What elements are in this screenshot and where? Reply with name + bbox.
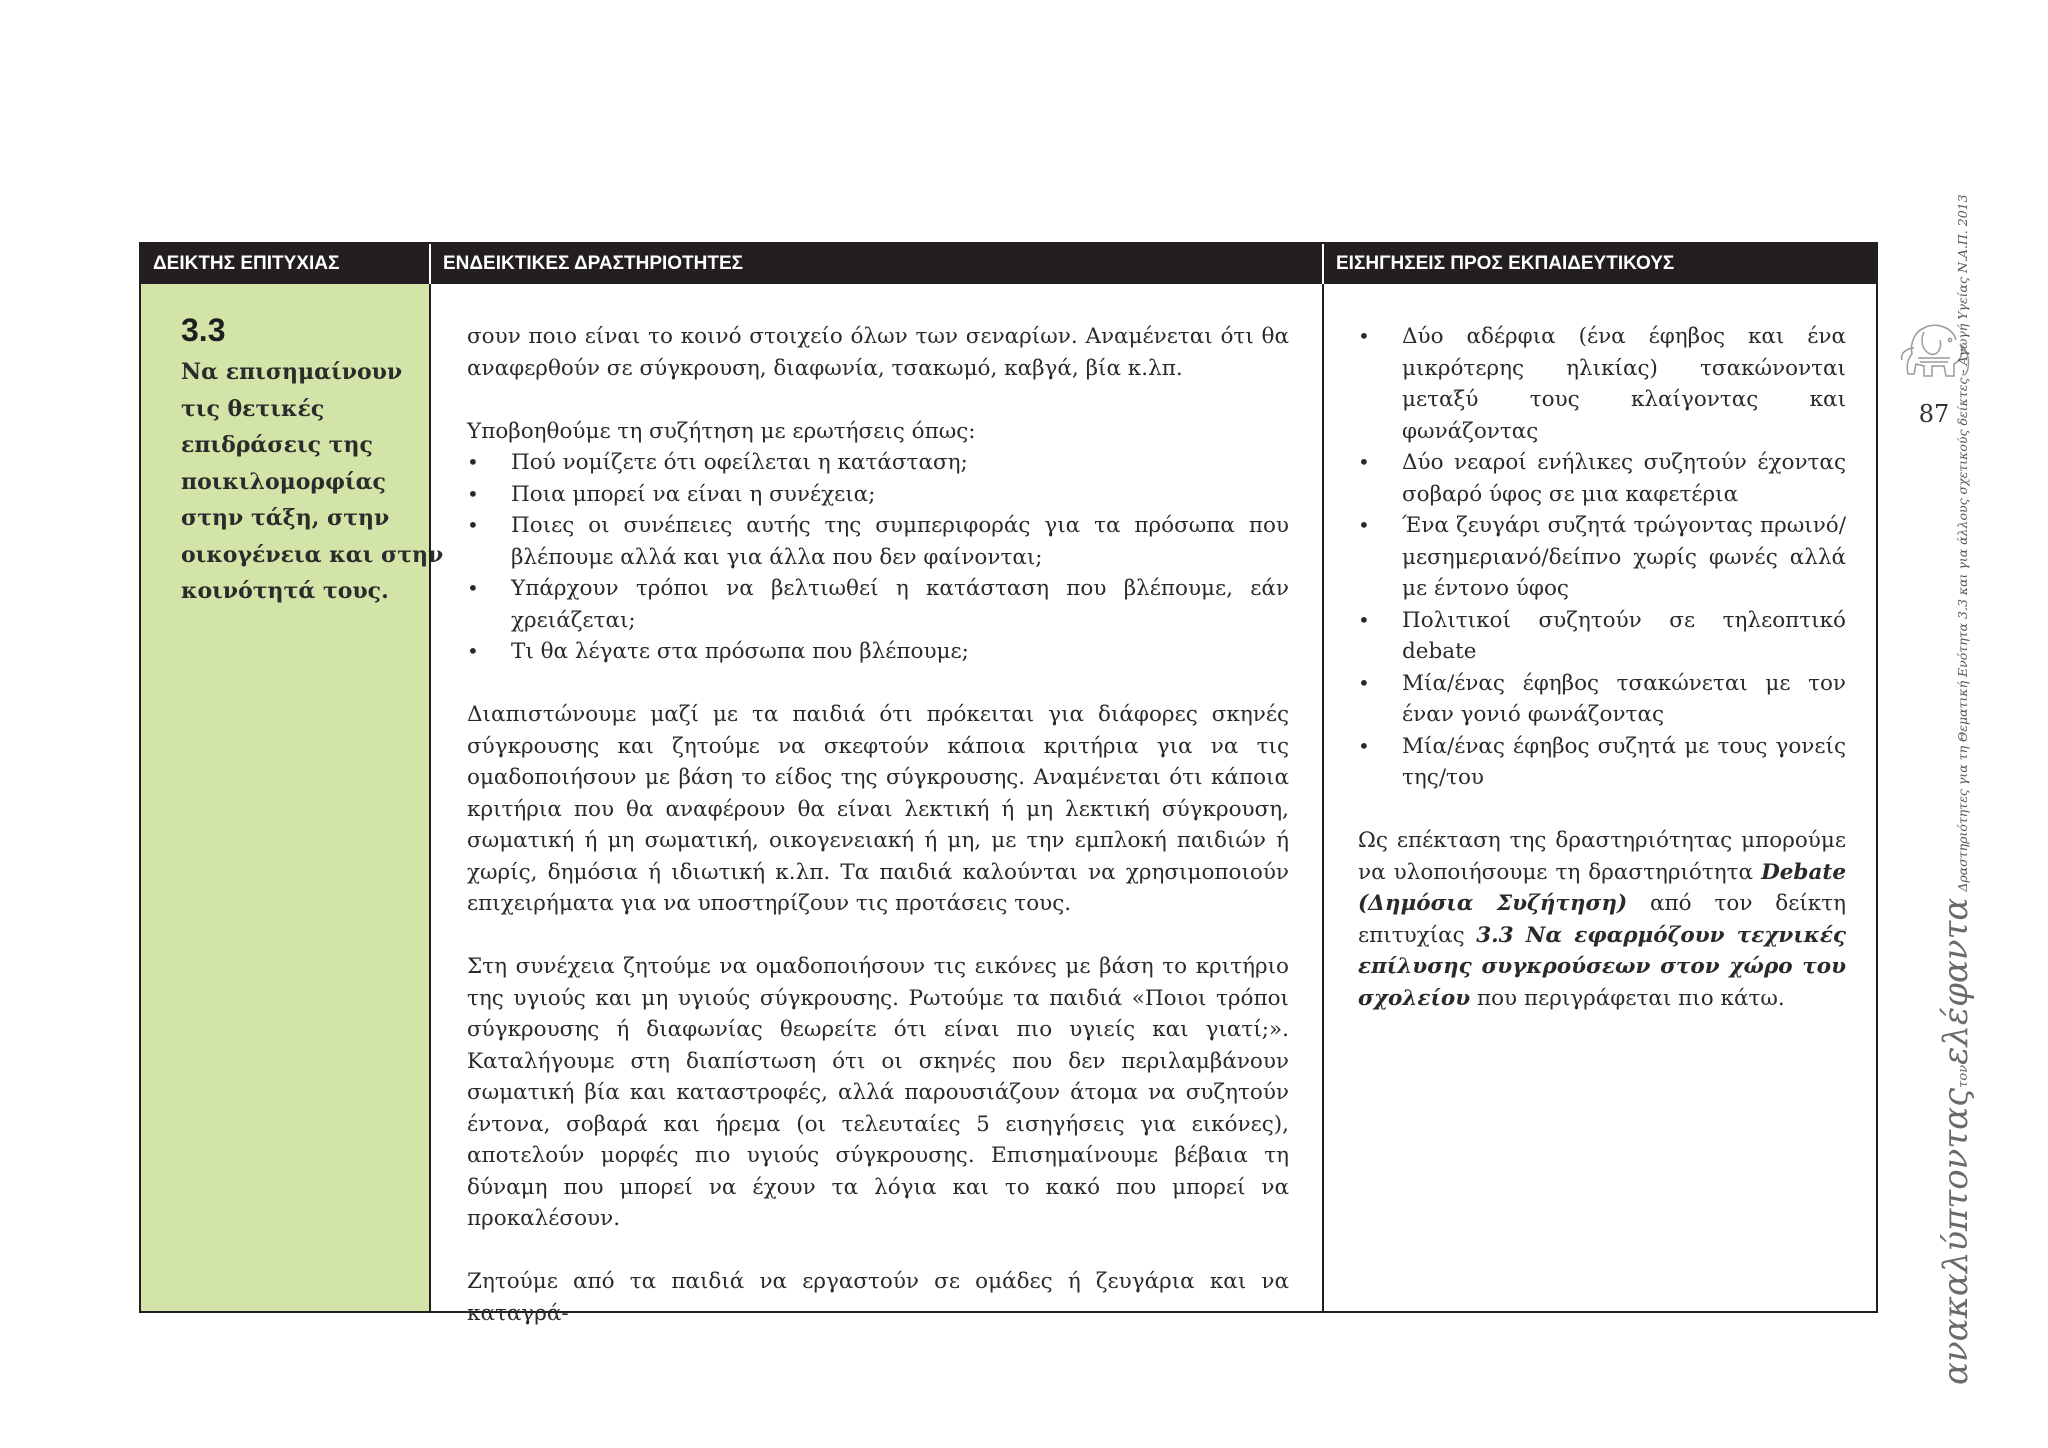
header-suggestions: ΕΙΣΗΓΗΣΕΙΣ ΠΡΟΣ ΕΚΠΑΙΔΕΥΤΙΚΟΥΣ <box>1322 244 1878 284</box>
list-item: • Πού νομίζετε ότι οφείλεται η κατάσταση; <box>467 447 1289 479</box>
series-branding <box>1936 194 1976 1385</box>
list-item: • Δύο νεαροί ενήλικες συζητούν έχοντας σοβαρό ύφος σε μια καφετέρια <box>1358 447 1846 510</box>
list-item: • Μία/ένας έφηβος συζητά με τους γονείς της/του <box>1358 731 1846 794</box>
indicator-column <box>141 284 444 1311</box>
curriculum-table <box>139 242 1878 1326</box>
indicator-line: οικογένεια και στην <box>181 541 444 568</box>
page-sidebar <box>1890 194 2010 1410</box>
extension-activity-title: Debate (Δημόσια Συζήτηση) <box>1358 859 1846 916</box>
indicator-line: επιδράσεις της <box>181 432 373 458</box>
indicator-text <box>181 354 444 610</box>
indicator-line: κοινότητά τους. <box>181 578 389 604</box>
suggestions-body <box>1358 321 1846 1014</box>
header-activities: ΕΝΔΕΙΚΤΙΚΕΣ ΔΡΑΣΤΗΡΙΟΤΗΤΕΣ <box>429 244 1322 284</box>
activity-paragraph: Στη συνέχεια ζητούμε να ομαδοποιήσουν τις εικόνες με βάση το κριτήριο της υγιούς και μη υγιούς σύγκρουσης. Ρωτούμε τα παιδιά «Ποιοι τρόποι σύγκρουσης ή διαφωνίας θεωρείτε ότι είναι πιο υγιείς και γιατί;». Καταλήγουμε στη διαπίστωση ότι οι σκηνές που δεν περιλαμβάνουν σωματική βία και καταστροφές, αλλά παρουσιάζουν άτομα να συζητούν έντονα, σοβαρά και ήρεμα (οι τελευταίες 5 εισηγήσεις για εικόνες), αποτελούν μορφές πιο υγιούς σύγκρουσης. Επισημαίνουμε βέβαια τη δύναμη που μπορεί να έχουν τα λόγια και το κακό που μπορεί να προκαλέσουν. <box>467 954 1289 1231</box>
extension-paragraph <box>1358 825 1846 1014</box>
indicator-line: τις θετικές <box>181 395 325 422</box>
list-item: • Τι θα λέγατε στα πρόσωπα που βλέπουμε; <box>467 636 1289 668</box>
list-item: • Δύο αδέρφια (ένα έφηβος και ένα μικρότερης ηλικίας) τσακώνονται μεταξύ τους κλαίγοντας και φωνάζοντας <box>1358 321 1846 447</box>
extension-text: που περιγράφεται πιο κάτω. <box>1470 985 1785 1011</box>
indicator-line: ποικιλομορφίας <box>181 468 386 495</box>
indicator-line: στην τάξη, στην <box>181 505 390 531</box>
list-item: • Ποιες οι συνέπειες αυτής της συμπεριφοράς για τα πρόσωπα που βλέπουμε αλλά και για άλλα που δεν φαίνονται; <box>467 510 1289 573</box>
list-item: • Μία/ένας έφηβος τσακώνεται με τον έναν γονιό φωνάζοντας <box>1358 668 1846 731</box>
brand-title-part: ελέφαντα <box>1936 897 1976 1065</box>
suggestion-list <box>1358 321 1846 794</box>
activity-paragraph: σουν ποιο είναι το κοινό στοιχείο όλων των σεναρίων. Αναμένεται ότι θα αναφερθούν σε σύγκρουση, διαφωνία, τσακωμό, καβγά, βία κ.λπ. <box>467 324 1289 381</box>
activity-paragraph: Υποβοηθούμε τη συζήτηση με ερωτήσεις όπως: <box>467 418 976 444</box>
indicator-number: 3.3 <box>181 312 226 348</box>
page-number: 87 <box>1918 400 1950 428</box>
extension-indicator-title: 3.3 Να εφαρμόζουν τεχνικές επίλυσης συγκρούσεων στον χώρο του σχολείου <box>1358 922 1847 1011</box>
activity-paragraph: Ζητούμε από τα παιδιά να εργαστούν σε ομάδες ή ζευγάρια και να καταγρά- <box>467 1269 1289 1326</box>
brand-title-article: τον <box>1956 1064 1971 1088</box>
activity-paragraph: Διαπιστώνουμε μαζί με τα παιδιά ότι πρόκειται για διάφορες σκηνές σύγκρουσης και ζητούμε να σκεφτούν κάποια κριτήρια για να τις ομαδοποιήσουν με βάση το είδος της σύγκρουσης. Αναμένεται ότι κάποια κριτήρια που θα αναφέρουν θα είναι λεκτική ή μη λεκτική σύγκρουση, σωματική ή μη σωματική, οικογενειακή ή μη, με την εμπλοκή παιδιών ή χωρίς, δημόσια ή ιδιωτική κ.λπ. Τα παιδιά καλούνται να χρησιμοποιούν επιχειρήματα για να υποστηρίζουν τις προτάσεις τους. <box>467 702 1289 916</box>
question-list <box>467 447 1289 668</box>
extension-text: Ως επέκταση της δραστηριότητας μπορούμε να υλοποιήσουμε τη δραστηριότητα <box>1358 828 1846 885</box>
header-indicator: ΔΕΙΚΤΗΣ ΕΠΙΤΥΧΙΑΣ <box>153 253 340 274</box>
activities-column <box>429 284 1322 1326</box>
table-header <box>141 244 1876 284</box>
brand-title-part: ανακαλύπτοντας <box>1936 1087 1976 1385</box>
extension-text: από τον δείκτη επιτυχίας <box>1358 891 1846 948</box>
suggestions-column <box>1322 284 1878 1311</box>
list-item: • Ένα ζευγάρι συζητά τρώγοντας πρωινό/μεσημεριανό/δείπνο χωρίς φωνές αλλά με έντονο ύφος <box>1358 510 1846 605</box>
activities-body <box>467 321 1289 1329</box>
indicator-line: Να επισημαίνουν <box>181 359 403 385</box>
list-item: • Πολιτικοί συζητούν σε τηλεοπτικό debate <box>1358 605 1846 668</box>
list-item: • Υπάρχουν τρόποι να βελτιωθεί η κατάσταση που βλέπουμε, εάν χρειάζεται; <box>467 573 1289 636</box>
list-item: • Ποια μπορεί να είναι η συνέχεια; <box>467 479 1289 511</box>
series-credit: Δραστηριότητες για τη Θεματική Ενότητα 3.3 και για άλλους σχετικούς δείκτες - Αγωγή Υγείας Ν.Α.Π. 2013 <box>1955 194 1970 892</box>
